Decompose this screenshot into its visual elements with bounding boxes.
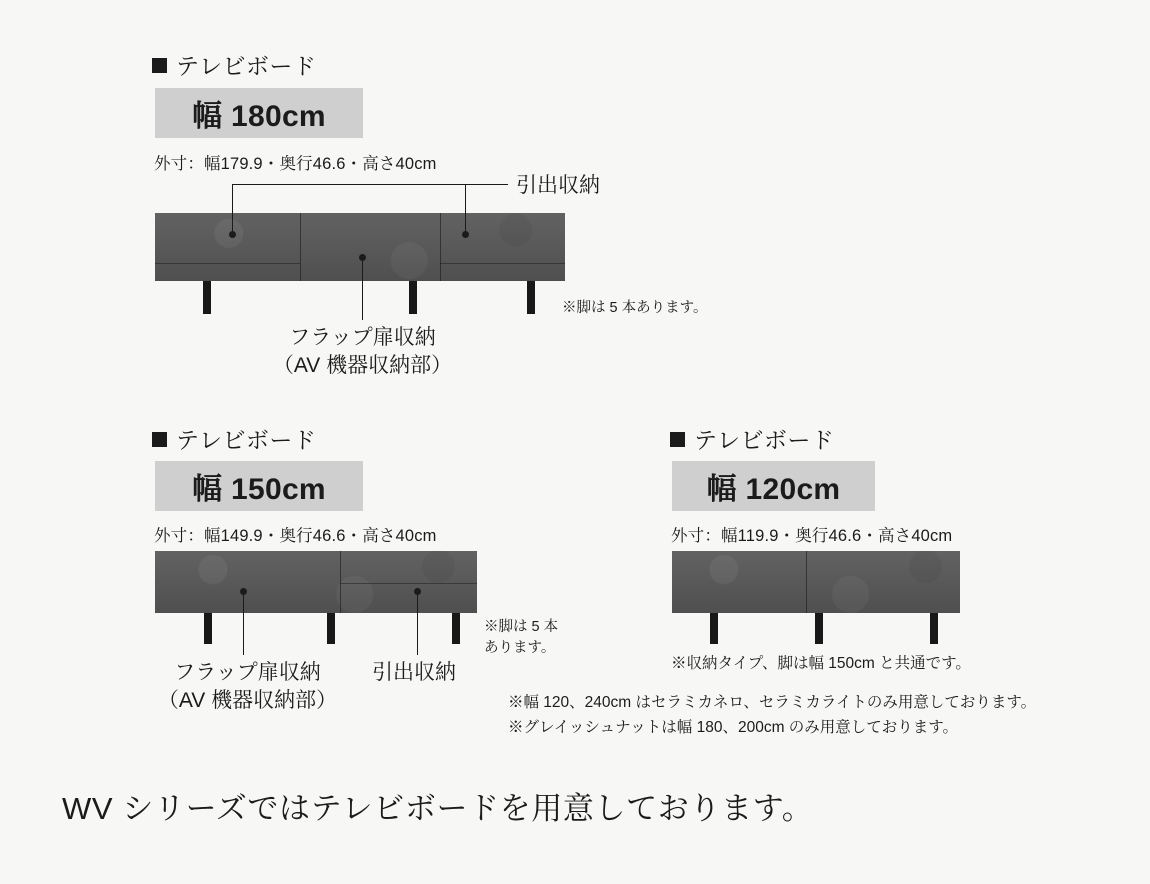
board-180-leg-2: [409, 281, 417, 314]
legs-note-150-line2: あります。: [484, 640, 556, 657]
square-bullet-icon: [152, 58, 167, 73]
leader-180-drawer-horizontal: [232, 184, 508, 185]
leader-180-drawer-dot-right: [462, 231, 469, 238]
dimensions-150: 外寸：幅149.9・奥行46.6・高さ40cm: [154, 527, 437, 545]
board-180-seam-1: [300, 213, 301, 281]
board-120-leg-3: [930, 613, 938, 644]
board-120-body: [672, 551, 960, 613]
dimensions-180: 外寸：幅179.9・奥行46.6・高さ40cm: [154, 155, 437, 173]
board-120-leg-2: [815, 613, 823, 644]
section-title-120: テレビボード: [670, 422, 834, 455]
board-180-drawer-line-left: [155, 263, 300, 264]
width-chip-180: 幅 180cm: [155, 88, 363, 138]
callout-180-flap: [265, 324, 460, 381]
dimensions-120: 外寸：幅119.9・奥行46.6・高さ40cm: [671, 527, 953, 545]
board-120-seam-1: [806, 551, 807, 613]
board-180-drawer-line-right: [440, 263, 565, 264]
board-150-leg-1: [204, 613, 212, 644]
leader-180-drawer-v-left: [232, 184, 233, 234]
board-150-drawer-line: [340, 583, 477, 584]
availability-note-2: ※グレイッシュナットは幅 180、200cm のみ用意しております。: [508, 718, 959, 736]
callout-150-drawer: 引出収納: [372, 661, 456, 684]
board-180-body: [155, 213, 565, 281]
callout-150-flap-line1: フラップ扉収納: [174, 661, 321, 684]
board-180-seam-2: [440, 213, 441, 281]
callout-150-flap: [150, 659, 345, 716]
section-title-150: テレビボード: [152, 422, 316, 455]
availability-notes: [508, 691, 1036, 741]
board-120-leg-1: [710, 613, 718, 644]
width-chip-150: 幅 150cm: [155, 461, 363, 511]
board-150-body: [155, 551, 477, 613]
board-180-leg-3: [527, 281, 535, 314]
callout-150-flap-line2: （AV 機器収納部）: [157, 689, 338, 713]
leader-150-drawer-v: [417, 592, 418, 655]
square-bullet-icon: [152, 432, 167, 447]
section-title-180: テレビボード: [152, 48, 316, 81]
callout-180-flap-line2: （AV 機器収納部）: [272, 354, 453, 378]
legs-note-150: [484, 617, 558, 659]
legs-note-150-line1: ※脚は 5 本: [484, 619, 559, 635]
footer-text: WV シリーズではテレビボードを用意しております。: [62, 791, 814, 826]
leader-180-flap-v: [362, 258, 363, 320]
board-180-leg-1: [203, 281, 211, 314]
callout-180-flap-line1: フラップ扉収納: [289, 326, 436, 349]
board-150-leg-3: [452, 613, 460, 644]
board-150-leg-2: [327, 613, 335, 644]
board-150-seam-1: [340, 551, 341, 613]
availability-note-1: ※幅 120、240cm はセラミカネロ、セラミカライトのみ用意しております。: [508, 694, 1037, 711]
square-bullet-icon: [670, 432, 685, 447]
leader-180-drawer-v-right: [465, 184, 466, 234]
callout-180-drawer: 引出収納: [516, 174, 600, 197]
legs-note-120: ※収納タイプ、脚は幅 150cm と共通です。: [671, 655, 971, 672]
leader-180-drawer-dot-left: [229, 231, 236, 238]
legs-note-180: ※脚は 5 本あります。: [562, 300, 708, 316]
leader-150-flap-v: [243, 592, 244, 655]
width-chip-120: 幅 120cm: [672, 461, 875, 511]
